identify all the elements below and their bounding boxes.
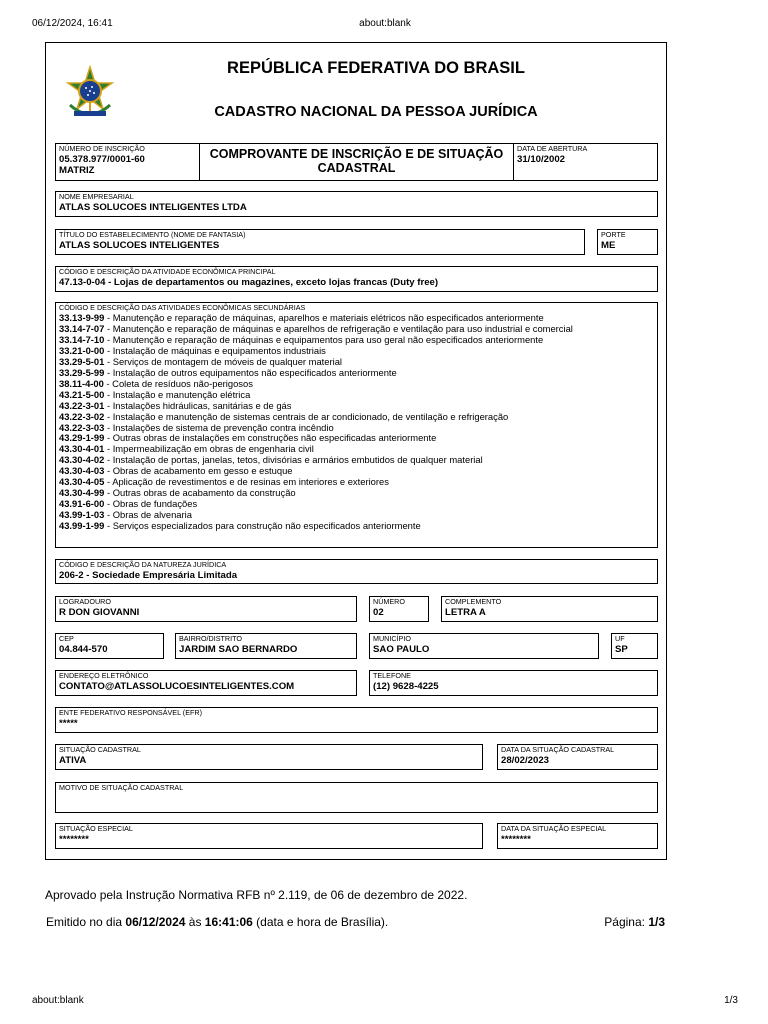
situacao-especial-box <box>55 823 483 849</box>
activity-separator: - <box>104 487 113 499</box>
data-situacao-especial-value: ******** <box>501 834 531 845</box>
fantasia-label: TÍTULO DO ESTABELECIMENTO (NOME DE FANTASIA) <box>59 230 246 239</box>
activity-code: 43.30-4-03 <box>59 465 105 477</box>
natureza-juridica-value: 206-2 - Sociedade Empresária Limitada <box>59 570 238 581</box>
activity-separator: - <box>104 366 113 378</box>
activity-code: 43.22-3-03 <box>59 421 105 433</box>
numero-label: NÚMERO <box>373 597 405 606</box>
inscricao-label: NÚMERO DE INSCRIÇÃO <box>59 144 145 153</box>
numero-box <box>369 596 429 622</box>
activity-description: Instalação de outros equipamentos não especificados anteriormente <box>112 366 397 378</box>
email-label: ENDEREÇO ELETRÔNICO <box>59 671 149 680</box>
emission-suffix: (data e hora de Brasília). <box>252 915 389 929</box>
activity-separator: - <box>104 410 113 422</box>
data-situacao-especial-box <box>497 823 658 849</box>
nome-empresarial-value: ATLAS SOLUCOES INTELIGENTES LTDA <box>59 202 247 213</box>
activity-code: 43.30-4-01 <box>59 443 105 455</box>
activity-separator: - <box>104 476 113 488</box>
activity-code: 33.29-5-99 <box>59 366 105 378</box>
print-page-title: about:blank <box>359 18 411 29</box>
activity-description: Outras obras de instalações em construções não especificadas anteriormente <box>112 432 437 444</box>
municipio-value: SAO PAULO <box>373 644 430 655</box>
activity-code: 43.22-3-02 <box>59 410 105 422</box>
activity-description: Instalação de portas, janelas, tetos, divisórias e armários embutidos de qualquer material <box>112 454 483 466</box>
activity-separator: - <box>104 388 113 400</box>
logradouro-value: R DON GIOVANNI <box>59 607 140 618</box>
comprovante-title <box>200 147 513 175</box>
activity-description: Outras obras de acabamento da construção <box>112 487 296 499</box>
inscricao-number: 05.378.977/0001-60 <box>59 154 145 165</box>
activity-description: Serviços especializados para construção não especificados anteriormente <box>112 520 421 532</box>
document-frame <box>45 42 667 860</box>
activity-code: 38.11-4-00 <box>59 377 104 389</box>
activity-description: Aplicação de revestimentos e de resinas em interiores e exteriores <box>112 476 389 488</box>
natureza-juridica-box <box>55 559 658 584</box>
municipio-label: MUNICÍPIO <box>373 634 411 643</box>
data-situacao-label: DATA DA SITUAÇÃO CADASTRAL <box>501 745 615 754</box>
telefone-value: (12) 9628-4225 <box>373 681 439 692</box>
porte-value: ME <box>601 240 616 251</box>
activity-description: Instalação e manutenção elétrica <box>112 388 251 400</box>
activity-code: 33.14-7-07 <box>59 322 105 334</box>
atividades-secundarias-box <box>55 302 658 548</box>
print-footer <box>32 995 738 1007</box>
data-situacao-especial-label: DATA DA SITUAÇÃO ESPECIAL <box>501 824 607 833</box>
natureza-juridica-label: CÓDIGO E DESCRIÇÃO DA NATUREZA JURÍDICA <box>59 560 227 569</box>
activity-separator: - <box>104 333 113 345</box>
atividade-principal-value: 47.13-0-04 - Lojas de departamentos ou magazines, exceto lojas francas (Duty free) <box>59 277 439 288</box>
activity-code: 33.29-5-01 <box>59 355 105 367</box>
activity-separator: - <box>104 421 113 433</box>
activity-code: 33.14-7-10 <box>59 333 105 345</box>
activity-description: Obras de acabamento em gesso e estuque <box>112 465 293 477</box>
emission-prefix: Emitido no dia <box>46 915 126 929</box>
efr-value: ***** <box>59 718 78 729</box>
uf-label: UF <box>615 634 625 643</box>
situacao-box <box>55 744 483 770</box>
activity-description: Obras de fundações <box>112 498 198 510</box>
fantasia-value: ATLAS SOLUCOES INTELIGENTES <box>59 240 220 251</box>
activity-row <box>59 521 653 532</box>
activity-code: 43.99-1-99 <box>59 520 105 532</box>
activity-separator: - <box>104 465 113 477</box>
atividades-secundarias-list <box>59 313 653 532</box>
situacao-especial-value: ******** <box>59 834 89 845</box>
activity-code: 43.30-4-05 <box>59 476 105 488</box>
bairro-box <box>175 633 357 659</box>
emission-mid: às <box>185 915 205 929</box>
activity-code: 43.30-4-02 <box>59 454 105 466</box>
activity-separator: - <box>104 498 113 510</box>
data-situacao-box <box>497 744 658 770</box>
cep-label: CEP <box>59 634 74 643</box>
inscricao-box <box>55 143 200 181</box>
activity-description: Manutenção e reparação de máquinas, aparelhos e materiais elétricos não especificados anteriormente <box>112 312 544 323</box>
print-footer-url: about:blank <box>32 995 84 1006</box>
abertura-box <box>513 143 658 181</box>
activity-code: 43.91-6-00 <box>59 498 105 510</box>
comprovante-line2: CADASTRAL <box>317 161 396 175</box>
activity-description: Instalação e manutenção de sistemas centrais de ar condicionado, de ventilação e refrigeração <box>112 410 509 422</box>
efr-label: ENTE FEDERATIVO RESPONSÁVEL (EFR) <box>59 708 202 717</box>
complemento-value: LETRA A <box>445 607 486 618</box>
abertura-label: DATA DE ABERTURA <box>517 144 588 153</box>
porte-label: PORTE <box>601 230 626 239</box>
registry-title: CADASTRO NACIONAL DA PESSOA JURÍDICA <box>214 104 538 120</box>
numero-value: 02 <box>373 607 384 618</box>
activity-separator: - <box>104 509 113 521</box>
emission-time: 16:41:06 <box>204 915 253 929</box>
complemento-box <box>441 596 658 622</box>
logradouro-label: LOGRADOURO <box>59 597 111 606</box>
situacao-especial-label: SITUAÇÃO ESPECIAL <box>59 824 133 833</box>
telefone-box <box>369 670 658 696</box>
logradouro-box <box>55 596 357 622</box>
activity-code: 43.30-4-99 <box>59 487 105 499</box>
page-label: Página: <box>604 915 649 929</box>
uf-value: SP <box>615 644 628 655</box>
email-box <box>55 670 357 696</box>
activity-separator: - <box>104 443 113 455</box>
comprovante-line1: COMPROVANTE DE INSCRIÇÃO E DE SITUAÇÃO <box>209 147 504 161</box>
atividades-secundarias-label: CÓDIGO E DESCRIÇÃO DAS ATIVIDADES ECONÔMICAS SECUNDÁRIAS <box>59 303 306 312</box>
activity-separator: - <box>104 399 113 411</box>
situacao-label: SITUAÇÃO CADASTRAL <box>59 745 141 754</box>
inscricao-type: MATRIZ <box>59 165 95 176</box>
page-value: 1/3 <box>648 915 665 929</box>
activity-separator: - <box>104 454 113 466</box>
activity-description: Instalação de máquinas e equipamentos industriais <box>112 344 326 356</box>
bairro-value: JARDIM SAO BERNARDO <box>179 644 298 655</box>
print-header <box>32 18 738 30</box>
fantasia-box <box>55 229 585 255</box>
activity-description: Instalações de sistema de prevenção contra incêndio <box>112 421 334 433</box>
efr-box <box>55 707 658 733</box>
activity-code: 33.13-9-99 <box>59 312 105 323</box>
activity-code: 43.21-5-00 <box>59 388 105 400</box>
telefone-label: TELEFONE <box>373 671 411 680</box>
activity-description: Manutenção e reparação de máquinas e aparelhos de refrigeração e ventilação para uso industrial e comercial <box>112 322 573 334</box>
municipio-box <box>369 633 599 659</box>
approval-note: Aprovado pela Instrução Normativa RFB nº 2.119, de 06 de dezembro de 2022. <box>45 888 468 902</box>
data-situacao-value: 28/02/2023 <box>501 755 550 766</box>
activity-separator: - <box>104 322 113 334</box>
activity-description: Impermeabilização em obras de engenharia civil <box>112 443 314 455</box>
activity-separator: - <box>104 344 113 356</box>
activity-code: 33.21-0-00 <box>59 344 105 356</box>
porte-box <box>597 229 658 255</box>
activity-separator: - <box>104 520 113 532</box>
activity-description: Manutenção e reparação de máquinas e equipamentos para uso geral não especificados anteriormente <box>112 333 544 345</box>
activity-code: 43.29-1-99 <box>59 432 105 444</box>
comprovante-box <box>199 143 514 181</box>
republic-title: REPÚBLICA FEDERATIVA DO BRASIL <box>227 59 525 77</box>
motivo-label: MOTIVO DE SITUAÇÃO CADASTRAL <box>59 783 184 792</box>
situacao-value: ATIVA <box>59 755 87 766</box>
complemento-label: COMPLEMENTO <box>445 597 502 606</box>
nome-empresarial-label: NOME EMPRESARIAL <box>59 192 134 201</box>
nome-empresarial-box <box>55 191 658 217</box>
print-footer-page: 1/3 <box>724 995 738 1006</box>
motivo-box <box>55 782 658 813</box>
activity-separator: - <box>103 377 113 389</box>
atividade-principal-label: CÓDIGO E DESCRIÇÃO DA ATIVIDADE ECONÔMICA PRINCIPAL <box>59 267 276 276</box>
activity-separator: - <box>104 432 113 444</box>
emission-date: 06/12/2024 <box>125 915 186 929</box>
activity-separator: - <box>104 355 113 367</box>
activity-description: Obras de alvenaria <box>112 509 192 521</box>
atividade-principal-box <box>55 266 658 292</box>
activity-code: 43.22-3-01 <box>59 399 105 411</box>
print-datetime: 06/12/2024, 16:41 <box>32 18 113 29</box>
abertura-value: 31/10/2002 <box>517 154 566 165</box>
email-value: CONTATO@ATLASSOLUCOESINTELIGENTES.COM <box>59 681 295 692</box>
activity-description: Coleta de resíduos não-perigosos <box>112 377 253 389</box>
activity-description: Serviços de montagem de móveis de qualquer material <box>112 355 342 367</box>
emission-line <box>46 915 388 929</box>
activity-code: 43.99-1-03 <box>59 509 105 521</box>
uf-box <box>611 633 658 659</box>
bairro-label: BAIRRO/DISTRITO <box>179 634 242 643</box>
page-indicator <box>604 915 665 929</box>
cep-box <box>55 633 164 659</box>
activity-description: Instalações hidráulicas, sanitárias e de gás <box>112 399 292 411</box>
activity-separator: - <box>104 312 113 323</box>
cep-value: 04.844-570 <box>59 644 108 655</box>
